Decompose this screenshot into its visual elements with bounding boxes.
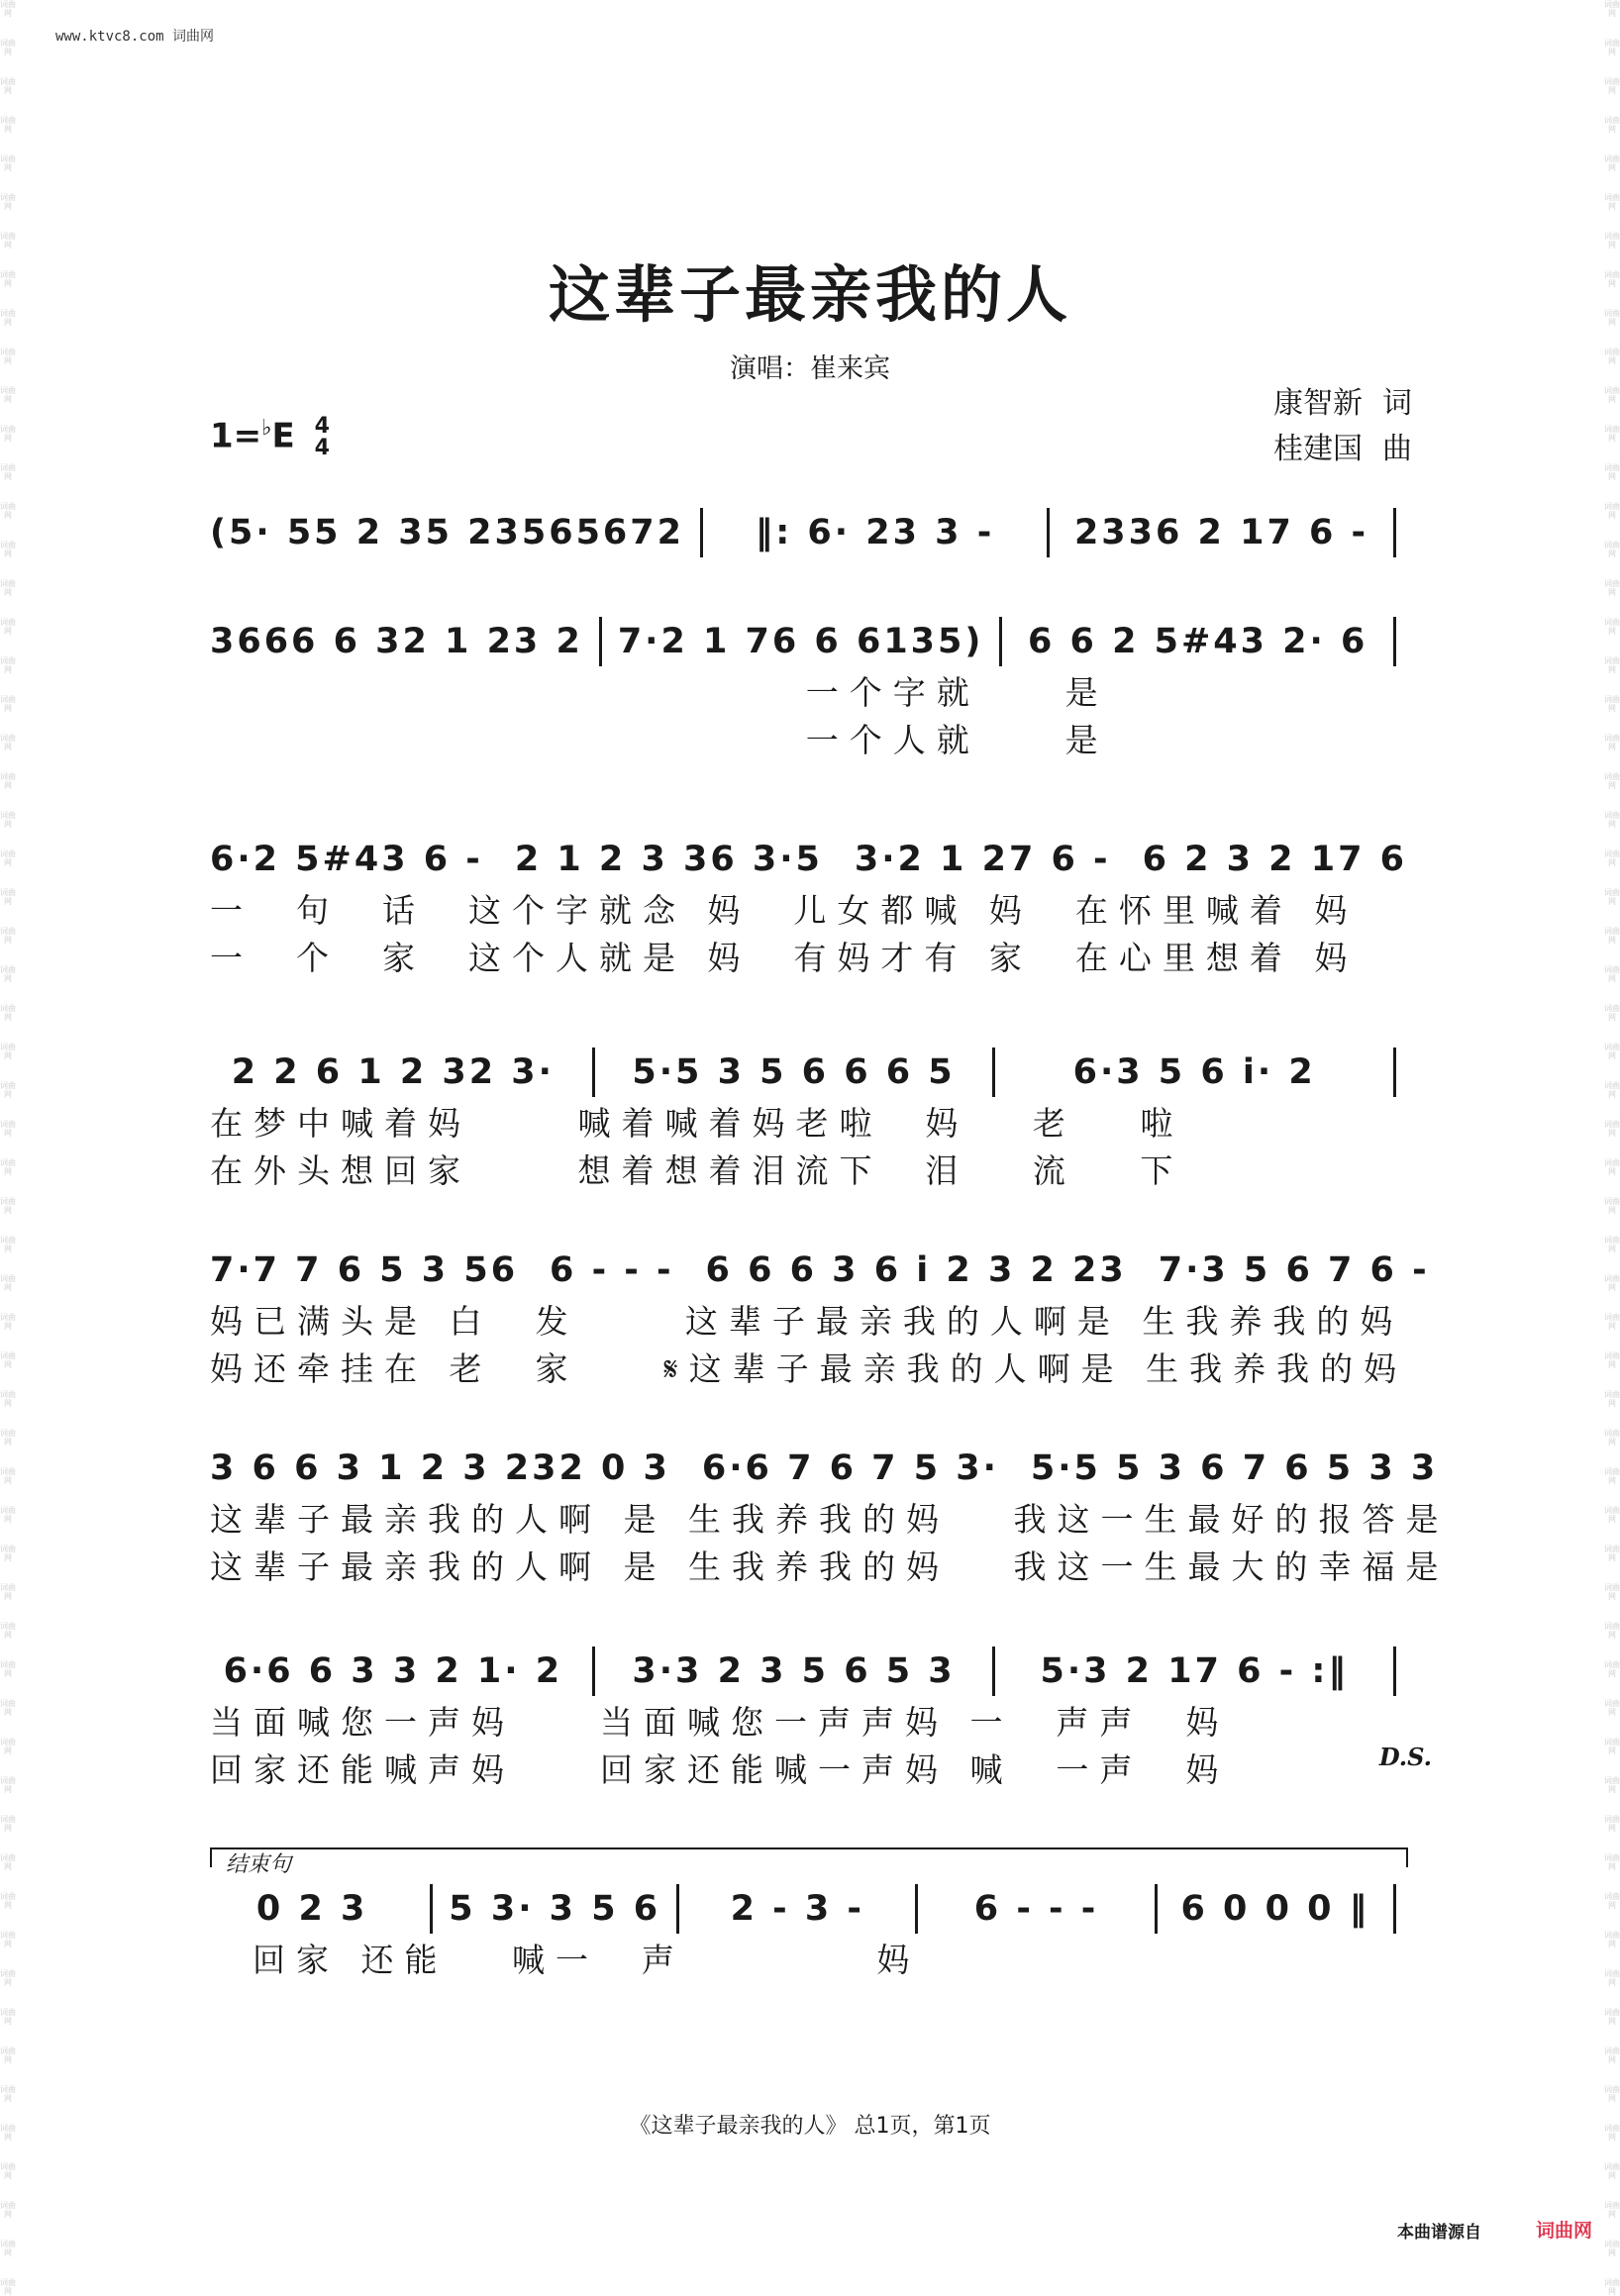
score-system [210, 614, 1412, 764]
watermark-text: 词曲网 [1604, 77, 1620, 95]
watermark-text: 词曲网 [0, 1158, 16, 1176]
watermark-text: 词曲网 [0, 579, 16, 597]
notation-line [210, 1243, 1430, 1298]
time-signature [315, 416, 330, 459]
watermark-text: 词曲网 [1604, 309, 1620, 327]
score-system [210, 505, 1412, 560]
watermark-text: 词曲网 [1604, 1120, 1620, 1138]
lyric-line: 这辈子最亲我的人啊 是 生我养我的妈 我这一生最大的幸福是 [210, 1547, 1450, 1586]
watermark-text: 词曲网 [1604, 1622, 1620, 1640]
measure: 6 2 3 2 17 6 [1142, 840, 1407, 879]
lyric-line: 回家 还能 喊一 声 妈 [210, 1941, 921, 1979]
watermark-text: 词曲网 [1604, 1931, 1620, 1948]
measure: 2336 2 17 6 - [1073, 513, 1369, 552]
key-note: E [271, 416, 295, 456]
song-title: 这辈子最亲我的人 [548, 258, 1071, 331]
watermark-text: 词曲网 [0, 1429, 16, 1447]
watermark-text: 词曲网 [0, 541, 16, 558]
watermark-text: 词曲网 [0, 2124, 16, 2142]
key-prefix: 1= [210, 416, 262, 456]
barline [700, 508, 703, 557]
watermark-text: 词曲网 [1604, 2162, 1620, 2180]
watermark-text: 词曲网 [0, 77, 16, 95]
watermark-text: 词曲网 [0, 618, 16, 636]
watermark-text: 词曲网 [0, 772, 16, 790]
measure: 3·3 2 3 5 6 5 3 [632, 1651, 956, 1691]
watermark-text: 词曲网 [1604, 2278, 1620, 2296]
barline [1155, 1884, 1158, 1934]
notation-line [210, 614, 1412, 669]
measure: 6·6 7 6 7 5 3· [701, 1448, 999, 1488]
barline [430, 1884, 433, 1934]
watermark-text: 词曲网 [1604, 386, 1620, 404]
watermark-text: 词曲网 [0, 1931, 16, 1948]
watermark-text: 词曲网 [1604, 1158, 1620, 1176]
watermark-text: 词曲网 [0, 1390, 16, 1408]
watermark-text: 词曲网 [0, 39, 16, 56]
watermark-text: 词曲网 [1604, 154, 1620, 172]
watermark-text: 词曲网 [0, 232, 16, 250]
watermark-text: 词曲网 [1604, 348, 1620, 365]
watermark-text: 词曲网 [1604, 927, 1620, 945]
watermark-text: 词曲网 [0, 193, 16, 211]
watermark-text: 词曲网 [0, 1274, 16, 1292]
ending-bracket [210, 1847, 1408, 1867]
watermark-text: 词曲网 [0, 1545, 16, 1562]
measure: ‖: 6· 23 3 - [755, 513, 995, 552]
watermark-text: 词曲网 [1604, 116, 1620, 134]
watermark-text: 词曲网 [0, 656, 16, 674]
watermark-text: 词曲网 [0, 309, 16, 327]
lyric-line: 妈还牵挂在 老 家 𝄋这辈子最亲我的人啊是 生我养我的妈 [210, 1349, 1408, 1388]
performer: 演唱：崔来宾 [730, 353, 890, 384]
watermark-text: 词曲网 [0, 2201, 16, 2219]
watermark-text: 词曲网 [1604, 1545, 1620, 1562]
watermark-text: 词曲网 [1604, 2008, 1620, 2026]
source-label: 本曲谱源自 [1397, 2223, 1481, 2243]
key-signature [210, 416, 330, 459]
watermark-text: 词曲网 [1604, 2201, 1620, 2219]
barline [999, 617, 1002, 666]
measure: 7·7 7 6 5 3 56 [210, 1250, 519, 1290]
watermark-text: 词曲网 [0, 695, 16, 713]
time-bottom: 4 [314, 436, 330, 460]
watermark-text: 词曲网 [1604, 1197, 1620, 1215]
barline [592, 1647, 595, 1696]
watermark-text: 词曲网 [0, 2278, 16, 2296]
watermark-text: 词曲网 [1604, 193, 1620, 211]
watermark-text: 词曲网 [0, 1738, 16, 1755]
watermark-text: 词曲网 [0, 1467, 16, 1485]
lyric-line: 这辈子最亲我的人啊 是 生我养我的妈 我这一生最好的报答是 [210, 1500, 1450, 1539]
watermark-text: 词曲网 [1604, 1390, 1620, 1408]
watermark-text: 词曲网 [0, 270, 16, 288]
watermark-text: 词曲网 [1604, 1429, 1620, 1447]
watermark-text: 词曲网 [0, 463, 16, 481]
watermark-text: 词曲网 [1604, 618, 1620, 636]
watermark-strip-right [1604, 0, 1620, 2296]
watermark-text: 词曲网 [0, 1892, 16, 1910]
score-system [210, 832, 1412, 982]
watermark-text: 词曲网 [1604, 39, 1620, 56]
barline [992, 1647, 995, 1696]
lyric-line: 当面喊您一声妈 当面喊您一声声妈 一 声声 妈 [210, 1703, 1230, 1742]
measure: (5· 55 2 35 23565672 [210, 513, 684, 552]
flat-sign: ♭ [261, 416, 272, 442]
header-url[interactable]: www.ktvc8.com 词曲网 [55, 29, 215, 45]
watermark-text: 词曲网 [0, 1583, 16, 1601]
watermark-text: 词曲网 [1604, 2240, 1620, 2257]
barline [915, 1884, 918, 1934]
barline [676, 1884, 679, 1934]
notation-line [210, 1644, 1412, 1699]
watermark-text: 词曲网 [0, 348, 16, 365]
watermark-text: 词曲网 [1604, 734, 1620, 751]
watermark-text: 词曲网 [1604, 1969, 1620, 1987]
measure: 6 6 6 3 6 i 2 3 2 23 [705, 1250, 1127, 1290]
barline [1047, 508, 1050, 557]
watermark-text: 词曲网 [1604, 2085, 1620, 2103]
notation-line [210, 832, 1412, 887]
brand-link[interactable]: 词曲网 [1535, 2220, 1592, 2242]
watermark-text: 词曲网 [1604, 1506, 1620, 1524]
watermark-text: 词曲网 [0, 2046, 16, 2064]
watermark-text: 词曲网 [0, 888, 16, 906]
watermark-text: 词曲网 [0, 2008, 16, 2026]
watermark-text: 词曲网 [1604, 1815, 1620, 1833]
lyric-line: 一个人就 是 [210, 721, 1109, 759]
watermark-text: 词曲网 [1604, 1660, 1620, 1678]
measure: 6 0 0 0 ‖ [1180, 1889, 1370, 1929]
watermark-text: 词曲网 [0, 386, 16, 404]
watermark-text: 词曲网 [0, 1004, 16, 1022]
measure: 5 3· 3 5 6 [449, 1889, 661, 1929]
measure: 7·3 5 6 7 6 - [1158, 1250, 1430, 1290]
watermark-text: 词曲网 [0, 1622, 16, 1640]
watermark-text: 词曲网 [1604, 579, 1620, 597]
watermark-text: 词曲网 [0, 849, 16, 867]
lyric-line: 妈已满头是 白 发 这辈子最亲我的人啊是 生我养我的妈 [210, 1302, 1404, 1341]
watermark-text: 词曲网 [0, 1120, 16, 1138]
watermark-text: 词曲网 [1604, 1467, 1620, 1485]
watermark-text: 词曲网 [0, 2240, 16, 2257]
watermark-text: 词曲网 [0, 116, 16, 134]
watermark-text: 词曲网 [1604, 425, 1620, 443]
measure: 6 6 2 5#43 2· 6 [1028, 622, 1368, 661]
watermark-text: 词曲网 [0, 1197, 16, 1215]
lyric-line: 一 个 家 这个人就是 妈 有妈才有 家 在心里想着 妈 [210, 939, 1359, 977]
barline [599, 617, 602, 666]
watermark-text: 词曲网 [1604, 2046, 1620, 2064]
measure: 3 6 6 3 1 2 3 232 0 3 [210, 1448, 670, 1488]
watermark-text: 词曲网 [0, 1969, 16, 1987]
watermark-text: 词曲网 [1604, 2124, 1620, 2142]
page-footer: 《这辈子最亲我的人》 总1页，第1页 [629, 2114, 991, 2139]
composer-name: 桂建国 [1273, 432, 1363, 466]
watermark-text: 词曲网 [1604, 1274, 1620, 1292]
watermark-text: 词曲网 [0, 2162, 16, 2180]
watermark-text: 词曲网 [1604, 656, 1620, 674]
watermark-text: 词曲网 [1604, 1892, 1620, 1910]
watermark-text: 词曲网 [1604, 1583, 1620, 1601]
watermark-text: 词曲网 [1604, 965, 1620, 983]
watermark-text: 词曲网 [1604, 1853, 1620, 1871]
measure: 6 - - - [550, 1250, 674, 1290]
notation-line [210, 505, 1412, 560]
lyric-line: 一个字就 是 [210, 673, 1109, 712]
watermark-text: 词曲网 [1604, 1081, 1620, 1099]
watermark-text: 词曲网 [1604, 1776, 1620, 1794]
watermark-text: 词曲网 [0, 1236, 16, 1253]
watermark-text: 词曲网 [0, 2085, 16, 2103]
watermark-text: 词曲网 [0, 425, 16, 443]
measure: 6 - - - [973, 1889, 1099, 1929]
watermark-text: 词曲网 [1604, 1699, 1620, 1717]
lyricist-name: 康智新 [1273, 386, 1363, 421]
watermark-text: 词曲网 [1604, 270, 1620, 288]
watermark-text: 词曲网 [0, 1815, 16, 1833]
watermark-text: 词曲网 [0, 0, 16, 18]
measure: 6·6 6 3 3 2 1· 2 [223, 1651, 563, 1691]
time-top: 4 [314, 414, 330, 439]
watermark-text: 词曲网 [0, 811, 16, 829]
score-system [210, 1045, 1412, 1195]
watermark-text: 词曲网 [1604, 1351, 1620, 1369]
barline [1393, 1048, 1396, 1097]
measure: 6·2 5#43 6 - [210, 840, 483, 879]
watermark-text: 词曲网 [0, 1853, 16, 1871]
watermark-text: 词曲网 [1604, 849, 1620, 867]
measure: 7·2 1 76 6 6135) [617, 622, 984, 661]
score-system [210, 1644, 1432, 1794]
watermark-text: 词曲网 [1604, 502, 1620, 520]
barline [1393, 1884, 1396, 1934]
measure: 5·5 5 3 6 7 6 5 3 3 [1030, 1448, 1439, 1488]
measure: 6·3 5 6 i· 2 [1072, 1052, 1316, 1092]
measure: 5·3 2 17 6 - :‖ [1040, 1651, 1349, 1691]
dal-segno-mark: D.S. [1378, 1743, 1432, 1771]
measure: 0 2 3 [255, 1889, 368, 1929]
composer-role: 曲 [1382, 432, 1412, 466]
credits [1254, 381, 1412, 472]
watermark-text: 词曲网 [0, 965, 16, 983]
measure: 2 - 3 - [730, 1889, 864, 1929]
notation-line [210, 1441, 1439, 1496]
lyric-line: 一 句 话 这个字就念 妈 儿女都喊 妈 在怀里喊着 妈 [210, 891, 1359, 930]
barline [1393, 617, 1396, 666]
lyric-line: 回家还能喊声妈 回家还能喊一声妈 喊 一声 妈 [210, 1750, 1230, 1789]
lyricist-role: 词 [1382, 386, 1412, 421]
watermark-text: 词曲网 [0, 1660, 16, 1678]
lyric-line: 在梦中喊着妈 喊着喊着妈老啦 妈 老 啦 [210, 1104, 1184, 1143]
watermark-text: 词曲网 [1604, 0, 1620, 18]
watermark-text: 词曲网 [1604, 888, 1620, 906]
watermark-text: 词曲网 [0, 927, 16, 945]
ending-label: 结束句 [226, 1852, 292, 1877]
watermark-text: 词曲网 [1604, 541, 1620, 558]
score-system [210, 1243, 1430, 1393]
watermark-text: 词曲网 [1604, 811, 1620, 829]
measure: 3·2 1 27 6 - [854, 840, 1111, 879]
watermark-text: 词曲网 [0, 1313, 16, 1331]
watermark-text: 词曲网 [0, 502, 16, 520]
score-system [210, 1441, 1450, 1591]
watermark-text: 词曲网 [1604, 1236, 1620, 1253]
watermark-text: 词曲网 [0, 1776, 16, 1794]
measure: 2 2 6 1 2 32 3· [231, 1052, 555, 1092]
watermark-text: 词曲网 [0, 1351, 16, 1369]
measure: 3666 6 32 1 23 2 [210, 622, 583, 661]
watermark-text: 词曲网 [0, 1043, 16, 1060]
watermark-text: 词曲网 [1604, 1043, 1620, 1060]
watermark-text: 词曲网 [1604, 1313, 1620, 1331]
barline [1393, 1647, 1396, 1696]
watermark-text: 词曲网 [0, 734, 16, 751]
score-system [210, 1881, 1412, 1984]
barline [592, 1048, 595, 1097]
watermark-text: 词曲网 [1604, 463, 1620, 481]
watermark-text: 词曲网 [1604, 772, 1620, 790]
notation-line [210, 1045, 1412, 1100]
barline [992, 1048, 995, 1097]
watermark-text: 词曲网 [0, 1506, 16, 1524]
watermark-text: 词曲网 [0, 1699, 16, 1717]
watermark-text: 词曲网 [0, 1081, 16, 1099]
watermark-text: 词曲网 [0, 154, 16, 172]
measure: 2 1 2 3 36 3·5 [514, 840, 823, 879]
watermark-text: 词曲网 [1604, 1004, 1620, 1022]
watermark-text: 词曲网 [1604, 695, 1620, 713]
watermark-strip-left [0, 0, 16, 2296]
watermark-text: 词曲网 [1604, 1738, 1620, 1755]
watermark-text: 词曲网 [1604, 232, 1620, 250]
notation-line [210, 1881, 1412, 1937]
barline [1393, 508, 1396, 557]
lyric-line: 在外头想回家 想着想着泪流下 泪 流 下 [210, 1151, 1184, 1190]
measure: 5·5 3 5 6 6 6 5 [632, 1052, 956, 1092]
